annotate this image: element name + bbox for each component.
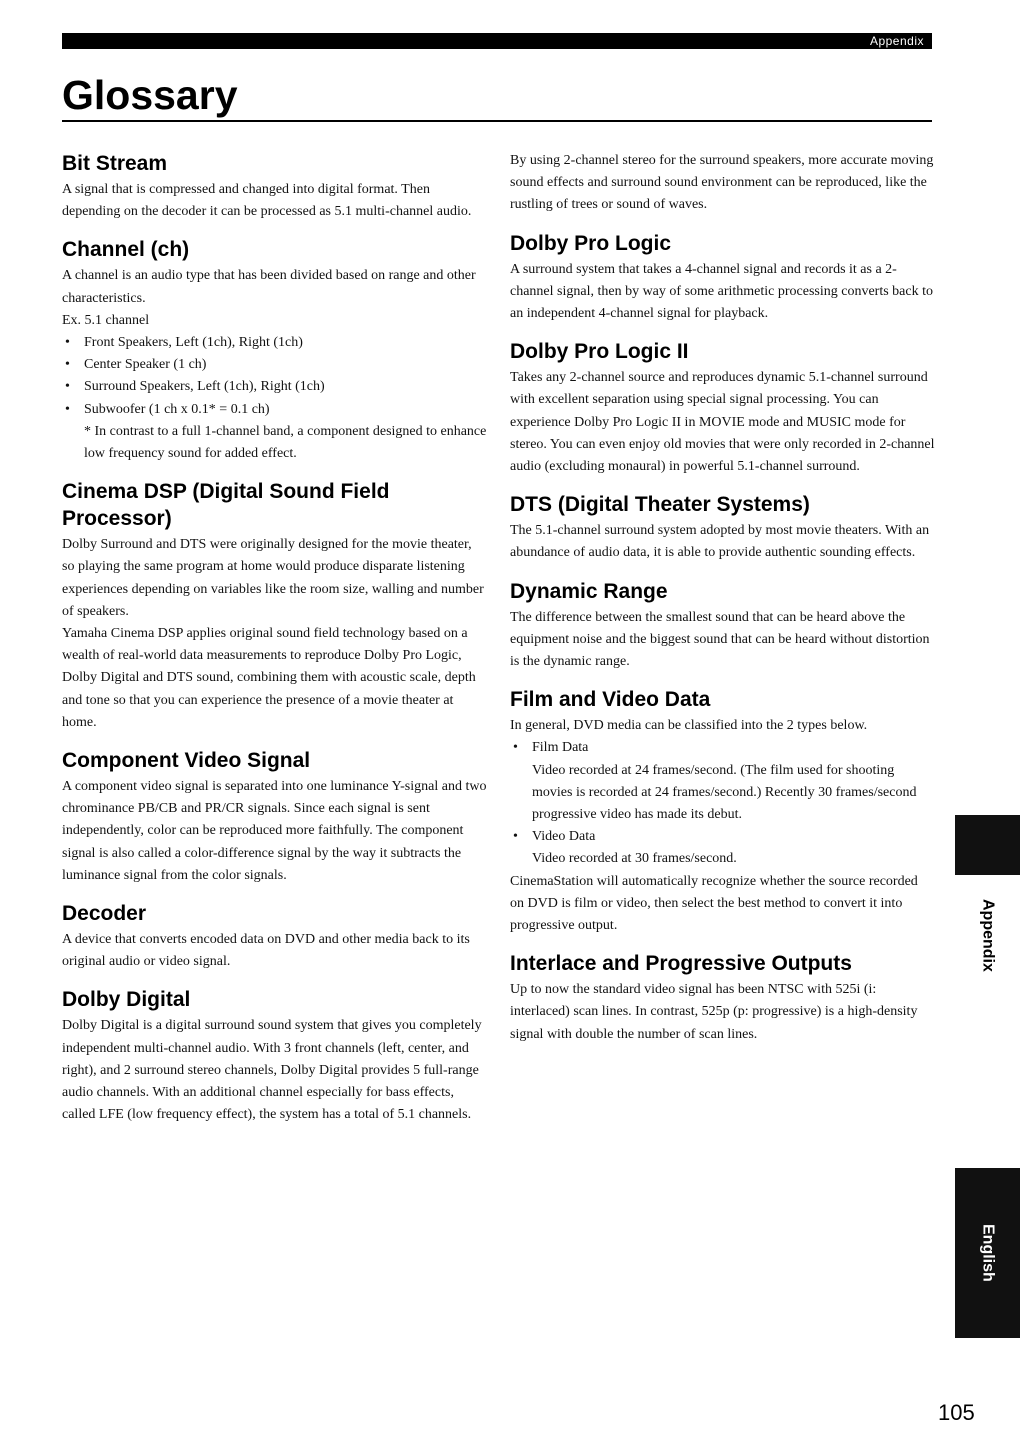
entry-dolby-digital-continued <box>510 150 935 217</box>
list-item: • Center Speaker (1 ch) <box>62 354 487 376</box>
entry-body: The difference between the smallest sound that can be heard above the equipment noise and the biggest sound that can be heard without distortion is the dynamic range. <box>510 609 930 670</box>
entry-body: Dolby Digital is a digital surround sound system that gives you completely independent multi-channel audio. With 3 front channels (left, center, and right), and 2 surround stereo channels, Dolby Digital provides 5 full-range audio channels. With an additional channel especially for bass effects, called LFE (low frequency effect), the system has a total of 5.1 channels. <box>62 1018 482 1123</box>
entry-heading: Component Video Signal <box>62 749 311 773</box>
entry-heading: Interlace and Progressive Outputs <box>510 952 852 976</box>
entry-dynamic-range <box>510 578 935 674</box>
footnote: * In contrast to a full 1-channel band, a component designed to enhance low frequency sound for added effect. <box>84 423 487 462</box>
title-divider <box>62 120 932 122</box>
page-number: 105 <box>938 1400 975 1425</box>
entry-body: Dolby Surround and DTS were originally designed for the movie theater, so playing the same program at home would produce disparate listening experiences depending on variables like the room size, walling and number of speakers. <box>62 537 484 619</box>
entry-body: A surround system that takes a 4-channel signal and records it as a 2-channel signal, then by way of some arithmetic processing converts back to an independent 4-channel signal for playback. <box>510 261 933 322</box>
entry-example: Ex. 5.1 channel <box>62 312 150 328</box>
list-item <box>510 826 935 870</box>
list-item <box>510 737 935 826</box>
entry-cinema-dsp <box>62 478 487 734</box>
entry-heading: DTS (Digital Theater Systems) <box>510 493 810 517</box>
list-item: • Subwoofer (1 ch x 0.1* = 0.1 ch) <box>62 399 487 421</box>
list-item-desc: Video recorded at 30 frames/second. <box>532 851 737 867</box>
entry-decoder <box>62 900 487 973</box>
entry-heading: Dolby Pro Logic II <box>510 340 689 364</box>
section-label: Appendix <box>869 34 924 48</box>
list-item-label: Film Data <box>532 740 589 756</box>
list-item: • Surround Speakers, Left (1ch), Right (1ch) <box>62 376 487 398</box>
entry-body: A signal that is compressed and changed into digital format. Then depending on the decoder it can be processed as 5.1 multi-channel audio. <box>62 182 472 220</box>
entry-body: The 5.1-channel surround system adopted by most movie theaters. With an abundance of audio data, it is able to provide authentic sounding effects. <box>510 523 930 561</box>
left-column <box>62 150 487 1140</box>
entry-body: Yamaha Cinema DSP applies original sound field technology based on a wealth of real-world data measurements to reproduce Dolby Pro Logic, Dolby Digital and DTS sound, combining them with acoustic scale, depth and tone so that you can experience the presence of a movie theater at home. <box>62 626 476 730</box>
list-item-desc: Video recorded at 24 frames/second. (The film used for shooting movies is recorded at 24 frames/second.) Recently 30 frames/second progressive video has made its debut. <box>532 762 917 823</box>
entry-heading: Channel (ch) <box>62 238 190 262</box>
entry-bit-stream <box>62 150 487 223</box>
entry-body: A device that converts encoded data on DVD and other media back to its original audio or video signal. <box>62 932 470 970</box>
entry-heading: Dynamic Range <box>510 579 668 603</box>
english-side-label: English <box>979 1224 997 1282</box>
entry-dts <box>510 491 935 564</box>
channel-list <box>62 332 487 421</box>
entry-component-video <box>62 747 487 887</box>
entry-heading: Dolby Pro Logic <box>510 231 672 255</box>
english-tab <box>955 1168 1020 1338</box>
list-item: • Front Speakers, Left (1ch), Right (1ch) <box>62 332 487 354</box>
entry-body: CinemaStation will automatically recognize whether the source recorded on DVD is film or video, then select the best method to convert it into progressive output. <box>510 873 918 934</box>
entry-body: Takes any 2-channel source and reproduces dynamic 5.1-channel surround with excellent separation using special signal processing. You can experience Dolby Pro Logic II in MOVIE mode and MUSIC mode for stereo. You can even enjoy old movies that were only recorded in 2-channel audio (excluding monaural) in powerful 5.1-channel surround. <box>510 370 935 475</box>
entry-heading: Decoder <box>62 902 147 926</box>
entry-dolby-pro-logic <box>510 230 935 326</box>
entry-dolby-digital <box>62 986 487 1126</box>
entry-body: In general, DVD media can be classified into the 2 types below. <box>510 718 868 734</box>
entry-body: A component video signal is separated into one luminance Y-signal and two chrominance PB/CB and PR/CR signals. Since each signal is sent independently, color can be reproduced more faithfully. The component signal is also called a color-difference signal by the way it subtracts the luminance signal from the color signals. <box>62 779 487 883</box>
entry-body: By using 2-channel stereo for the surround speakers, more accurate moving sound effects and surround sound environment can be reproduced, like the rustling of trees or sound of waves. <box>510 153 934 213</box>
entry-film-video <box>510 686 935 937</box>
entry-interlace <box>510 950 935 1046</box>
media-type-list <box>510 737 935 870</box>
entry-heading: Cinema DSP (Digital Sound Field Processor) <box>62 480 390 531</box>
entry-heading: Dolby Digital <box>62 988 191 1012</box>
entry-heading: Film and Video Data <box>510 688 711 712</box>
entry-dolby-pro-logic-2 <box>510 338 935 478</box>
right-column <box>510 150 935 1059</box>
section-header-bar <box>62 33 932 49</box>
entry-heading: Bit Stream <box>62 152 168 175</box>
appendix-side-label: Appendix <box>979 898 997 972</box>
entry-body: A channel is an audio type that has been divided based on range and other characteristics. <box>62 268 476 306</box>
entry-body: Up to now the standard video signal has been NTSC with 525i (i: interlaced) scan lines. In contrast, 525p (p: progressive) is a high-density signal with double the number of scan lines. <box>510 982 918 1042</box>
list-item-label: Video Data <box>532 829 596 845</box>
entry-channel <box>62 236 487 465</box>
page-title: Glossary <box>62 72 238 118</box>
appendix-tab-block <box>955 815 1020 875</box>
